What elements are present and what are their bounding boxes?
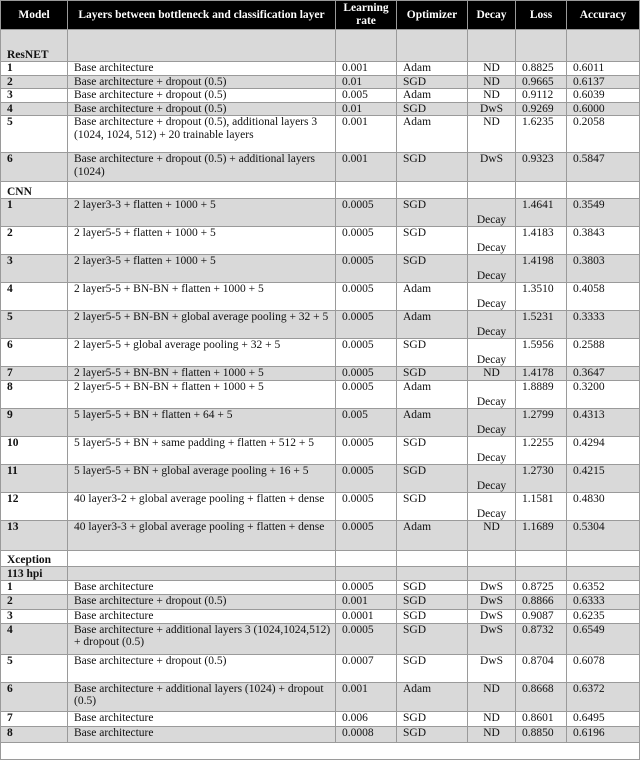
accuracy-cell: 0.3647 — [567, 367, 640, 381]
empty-cell — [397, 30, 468, 62]
layers-cell: Base architecture — [68, 581, 336, 595]
header-loss: Loss — [516, 1, 567, 30]
accuracy-cell: 0.6011 — [567, 62, 640, 76]
optimizer-cell: SGD — [397, 654, 468, 682]
optimizer-cell: SGD — [397, 102, 468, 116]
learning-rate-cell: 0.0001 — [336, 610, 397, 624]
empty-cell — [468, 30, 516, 62]
table-row — [1, 311, 640, 339]
decay-cell: DwS — [468, 153, 516, 182]
learning-rate-cell: 0.001 — [336, 116, 397, 153]
layers-cell: Base architecture — [68, 711, 336, 726]
accuracy-cell: 0.6196 — [567, 726, 640, 742]
decay-cell: Decay — [468, 381, 516, 409]
learning-rate-cell: 0.0005 — [336, 493, 397, 521]
loss-cell: 1.2255 — [516, 437, 567, 465]
layers-cell: Base architecture — [68, 62, 336, 76]
loss-cell: 0.8850 — [516, 726, 567, 742]
empty-cell — [397, 567, 468, 581]
accuracy-cell: 0.3803 — [567, 255, 640, 283]
empty-cell — [68, 567, 336, 581]
loss-cell: 0.8866 — [516, 595, 567, 610]
model-id-cell: 10 — [1, 437, 68, 465]
table-row — [1, 581, 640, 595]
header-decay: Decay — [468, 1, 516, 30]
table-row — [1, 711, 640, 726]
empty-cell — [468, 567, 516, 581]
model-id-cell: 2 — [1, 227, 68, 255]
optimizer-cell: SGD — [397, 437, 468, 465]
table-row — [1, 381, 640, 409]
layers-cell: Base architecture + dropout (0.5) — [68, 89, 336, 103]
accuracy-cell: 0.6137 — [567, 75, 640, 89]
model-id-cell: 3 — [1, 89, 68, 103]
decay-cell: Decay — [468, 283, 516, 311]
learning-rate-cell: 0.0005 — [336, 199, 397, 227]
header-row — [1, 1, 640, 30]
table-row — [1, 283, 640, 311]
decay-cell: DwS — [468, 581, 516, 595]
decay-cell: Decay — [468, 465, 516, 493]
optimizer-cell: SGD — [397, 711, 468, 726]
loss-cell: 1.1581 — [516, 493, 567, 521]
learning-rate-cell: 0.0005 — [336, 367, 397, 381]
empty-cell — [567, 567, 640, 581]
optimizer-cell: Adam — [397, 283, 468, 311]
table-row — [1, 255, 640, 283]
section-row — [1, 551, 640, 567]
loss-cell: 1.2799 — [516, 409, 567, 437]
layers-cell: 2 layer5-5 + BN-BN + flatten + 1000 + 5 — [68, 367, 336, 381]
accuracy-cell: 0.4830 — [567, 493, 640, 521]
loss-cell: 1.4641 — [516, 199, 567, 227]
empty-cell — [397, 551, 468, 567]
model-id-cell: 1 — [1, 581, 68, 595]
table-row — [1, 726, 640, 742]
empty-cell — [336, 30, 397, 62]
empty-cell — [336, 567, 397, 581]
optimizer-cell: SGD — [397, 610, 468, 624]
layers-cell: Base architecture + dropout (0.5) — [68, 75, 336, 89]
accuracy-cell: 0.3333 — [567, 311, 640, 339]
optimizer-cell: Adam — [397, 62, 468, 76]
layers-cell: Base architecture — [68, 610, 336, 624]
learning-rate-cell: 0.0005 — [336, 521, 397, 551]
accuracy-cell: 0.5304 — [567, 521, 640, 551]
loss-cell: 0.9269 — [516, 102, 567, 116]
loss-cell: 0.9665 — [516, 75, 567, 89]
section-title: ResNET — [1, 30, 68, 62]
empty-cell — [567, 551, 640, 567]
accuracy-cell: 0.2058 — [567, 116, 640, 153]
learning-rate-cell: 0.0005 — [336, 381, 397, 409]
accuracy-cell: 0.6333 — [567, 595, 640, 610]
optimizer-cell: Adam — [397, 116, 468, 153]
learning-rate-cell: 0.0005 — [336, 311, 397, 339]
optimizer-cell: SGD — [397, 255, 468, 283]
model-id-cell: 6 — [1, 339, 68, 367]
empty-cell — [468, 182, 516, 199]
layers-cell: 2 layer5-5 + global average pooling + 32 + 5 — [68, 339, 336, 367]
model-id-cell: 5 — [1, 654, 68, 682]
learning-rate-cell: 0.01 — [336, 102, 397, 116]
decay-cell: ND — [468, 62, 516, 76]
table-row — [1, 493, 640, 521]
header-optimizer: Optimizer — [397, 1, 468, 30]
model-id-cell: 6 — [1, 682, 68, 711]
learning-rate-cell: 0.0005 — [336, 465, 397, 493]
table-row — [1, 610, 640, 624]
table-row — [1, 409, 640, 437]
decay-cell: ND — [468, 116, 516, 153]
decay-cell: Decay — [468, 199, 516, 227]
table-row — [1, 367, 640, 381]
decay-cell: ND — [468, 682, 516, 711]
decay-cell: ND — [468, 711, 516, 726]
header-model: Model — [1, 1, 68, 30]
table-row — [1, 153, 640, 182]
loss-cell: 0.8704 — [516, 654, 567, 682]
loss-cell: 0.9112 — [516, 89, 567, 103]
learning-rate-cell: 0.0007 — [336, 654, 397, 682]
decay-cell: DwS — [468, 623, 516, 654]
loss-cell: 1.3510 — [516, 283, 567, 311]
loss-cell: 1.4183 — [516, 227, 567, 255]
layers-cell: 2 layer5-5 + BN-BN + flatten + 1000 + 5 — [68, 283, 336, 311]
learning-rate-cell: 0.001 — [336, 682, 397, 711]
model-id-cell: 5 — [1, 311, 68, 339]
loss-cell: 1.5956 — [516, 339, 567, 367]
optimizer-cell: SGD — [397, 493, 468, 521]
empty-cell — [336, 182, 397, 199]
table-row — [1, 102, 640, 116]
table-row — [1, 521, 640, 551]
learning-rate-cell: 0.0005 — [336, 623, 397, 654]
loss-cell: 0.8601 — [516, 711, 567, 726]
optimizer-cell: SGD — [397, 75, 468, 89]
optimizer-cell: SGD — [397, 227, 468, 255]
table-row — [1, 654, 640, 682]
empty-cell — [567, 182, 640, 199]
optimizer-cell: SGD — [397, 153, 468, 182]
optimizer-cell: Adam — [397, 89, 468, 103]
section-title: 113 hpi — [1, 567, 68, 581]
model-id-cell: 6 — [1, 153, 68, 182]
learning-rate-cell: 0.0005 — [336, 339, 397, 367]
model-id-cell: 13 — [1, 521, 68, 551]
layers-cell: Base architecture + additional layers 3 (1024,1024,512) + dropout (0.5) — [68, 623, 336, 654]
table-row — [1, 116, 640, 153]
loss-cell: 1.4198 — [516, 255, 567, 283]
optimizer-cell: SGD — [397, 581, 468, 595]
layers-cell: 2 layer3-5 + flatten + 1000 + 5 — [68, 255, 336, 283]
decay-cell: Decay — [468, 227, 516, 255]
optimizer-cell: Adam — [397, 381, 468, 409]
accuracy-cell: 0.4313 — [567, 409, 640, 437]
optimizer-cell: SGD — [397, 339, 468, 367]
header-learning-rate: Learning rate — [336, 1, 397, 30]
learning-rate-cell: 0.001 — [336, 153, 397, 182]
optimizer-cell: SGD — [397, 595, 468, 610]
learning-rate-cell: 0.0008 — [336, 726, 397, 742]
model-id-cell: 7 — [1, 711, 68, 726]
header-accuracy: Accuracy — [567, 1, 640, 30]
empty-cell — [1, 742, 640, 759]
layers-cell: 40 layer3-3 + global average pooling + flatten + dense — [68, 521, 336, 551]
loss-cell: 0.8668 — [516, 682, 567, 711]
section-title: Xception — [1, 551, 68, 567]
loss-cell: 1.4178 — [516, 367, 567, 381]
empty-cell — [68, 551, 336, 567]
accuracy-cell: 0.3549 — [567, 199, 640, 227]
optimizer-cell: Adam — [397, 409, 468, 437]
model-id-cell: 3 — [1, 255, 68, 283]
layers-cell: 2 layer5-5 + BN-BN + flatten + 1000 + 5 — [68, 381, 336, 409]
layers-cell: Base architecture + additional layers (1024) + dropout (0.5) — [68, 682, 336, 711]
layers-cell: Base architecture + dropout (0.5) — [68, 595, 336, 610]
accuracy-cell: 0.6495 — [567, 711, 640, 726]
accuracy-cell: 0.4294 — [567, 437, 640, 465]
optimizer-cell: SGD — [397, 465, 468, 493]
layers-cell: 2 layer5-5 + BN-BN + global average pooling + 32 + 5 — [68, 311, 336, 339]
table-row — [1, 623, 640, 654]
table-row — [1, 75, 640, 89]
accuracy-cell: 0.6000 — [567, 102, 640, 116]
accuracy-cell: 0.4058 — [567, 283, 640, 311]
loss-cell: 0.9087 — [516, 610, 567, 624]
empty-cell — [468, 551, 516, 567]
table-row — [1, 62, 640, 76]
accuracy-cell: 0.6235 — [567, 610, 640, 624]
accuracy-cell: 0.6039 — [567, 89, 640, 103]
loss-cell: 0.8825 — [516, 62, 567, 76]
model-id-cell: 4 — [1, 623, 68, 654]
decay-cell: DwS — [468, 654, 516, 682]
model-id-cell: 9 — [1, 409, 68, 437]
accuracy-cell: 0.3843 — [567, 227, 640, 255]
model-id-cell: 5 — [1, 116, 68, 153]
model-id-cell: 4 — [1, 283, 68, 311]
decay-cell: ND — [468, 726, 516, 742]
layers-cell: 2 layer5-5 + flatten + 1000 + 5 — [68, 227, 336, 255]
accuracy-cell: 0.4215 — [567, 465, 640, 493]
empty-cell — [336, 551, 397, 567]
decay-cell: ND — [468, 367, 516, 381]
decay-cell: ND — [468, 89, 516, 103]
layers-cell: Base architecture + dropout (0.5) — [68, 654, 336, 682]
learning-rate-cell: 0.0005 — [336, 227, 397, 255]
section-row — [1, 30, 640, 62]
layers-cell: 40 layer3-2 + global average pooling + flatten + dense — [68, 493, 336, 521]
layers-cell: Base architecture + dropout (0.5), additional layers 3 (1024, 1024, 512) + 20 trainable layers — [68, 116, 336, 153]
model-id-cell: 2 — [1, 595, 68, 610]
decay-cell: ND — [468, 521, 516, 551]
decay-cell: Decay — [468, 409, 516, 437]
empty-cell — [397, 182, 468, 199]
learning-rate-cell: 0.0005 — [336, 437, 397, 465]
decay-cell: Decay — [468, 437, 516, 465]
learning-rate-cell: 0.0005 — [336, 581, 397, 595]
empty-cell — [516, 30, 567, 62]
accuracy-cell: 0.2588 — [567, 339, 640, 367]
layers-cell: 5 layer5-5 + BN + global average pooling + 16 + 5 — [68, 465, 336, 493]
learning-rate-cell: 0.005 — [336, 409, 397, 437]
learning-rate-cell: 0.001 — [336, 595, 397, 610]
model-id-cell: 1 — [1, 199, 68, 227]
layers-cell: 5 layer5-5 + BN + same padding + flatten + 512 + 5 — [68, 437, 336, 465]
accuracy-cell: 0.3200 — [567, 381, 640, 409]
decay-cell: Decay — [468, 493, 516, 521]
loss-cell: 0.8732 — [516, 623, 567, 654]
accuracy-cell: 0.6352 — [567, 581, 640, 595]
layers-cell: Base architecture + dropout (0.5) + additional layers (1024) — [68, 153, 336, 182]
learning-rate-cell: 0.0005 — [336, 283, 397, 311]
learning-rate-cell: 0.001 — [336, 62, 397, 76]
decay-cell: Decay — [468, 255, 516, 283]
learning-rate-cell: 0.01 — [336, 75, 397, 89]
optimizer-cell: Adam — [397, 521, 468, 551]
optimizer-cell: Adam — [397, 311, 468, 339]
optimizer-cell: SGD — [397, 367, 468, 381]
accuracy-cell: 0.6549 — [567, 623, 640, 654]
optimizer-cell: SGD — [397, 623, 468, 654]
header-layers: Layers between bottleneck and classification layer — [68, 1, 336, 30]
empty-cell — [68, 30, 336, 62]
optimizer-cell: SGD — [397, 726, 468, 742]
loss-cell: 1.5231 — [516, 311, 567, 339]
layers-cell: 2 layer3-3 + flatten + 1000 + 5 — [68, 199, 336, 227]
empty-footer-row — [1, 742, 640, 759]
learning-rate-cell: 0.006 — [336, 711, 397, 726]
empty-cell — [68, 182, 336, 199]
empty-cell — [516, 551, 567, 567]
optimizer-cell: Adam — [397, 682, 468, 711]
model-id-cell: 3 — [1, 610, 68, 624]
table-row — [1, 339, 640, 367]
model-id-cell: 8 — [1, 381, 68, 409]
table-row — [1, 199, 640, 227]
empty-cell — [516, 567, 567, 581]
empty-cell — [516, 182, 567, 199]
loss-cell: 0.8725 — [516, 581, 567, 595]
optimizer-cell: SGD — [397, 199, 468, 227]
accuracy-cell: 0.6078 — [567, 654, 640, 682]
loss-cell: 1.2730 — [516, 465, 567, 493]
decay-cell: DwS — [468, 595, 516, 610]
accuracy-cell: 0.5847 — [567, 153, 640, 182]
model-id-cell: 12 — [1, 493, 68, 521]
model-id-cell: 11 — [1, 465, 68, 493]
decay-cell: DwS — [468, 102, 516, 116]
section-row — [1, 567, 640, 581]
layers-cell: Base architecture + dropout (0.5) — [68, 102, 336, 116]
decay-cell: Decay — [468, 311, 516, 339]
empty-cell — [567, 30, 640, 62]
layers-cell: 5 layer5-5 + BN + flatten + 64 + 5 — [68, 409, 336, 437]
layers-cell: Base architecture — [68, 726, 336, 742]
accuracy-cell: 0.6372 — [567, 682, 640, 711]
section-title: CNN — [1, 182, 68, 199]
model-id-cell: 8 — [1, 726, 68, 742]
model-id-cell: 2 — [1, 75, 68, 89]
decay-cell: ND — [468, 75, 516, 89]
table-row — [1, 682, 640, 711]
model-id-cell: 7 — [1, 367, 68, 381]
decay-cell: DwS — [468, 610, 516, 624]
model-id-cell: 1 — [1, 62, 68, 76]
learning-rate-cell: 0.0005 — [336, 255, 397, 283]
loss-cell: 1.8889 — [516, 381, 567, 409]
learning-rate-cell: 0.005 — [336, 89, 397, 103]
table-row — [1, 595, 640, 610]
table-row — [1, 89, 640, 103]
model-id-cell: 4 — [1, 102, 68, 116]
table-row — [1, 227, 640, 255]
decay-cell: Decay — [468, 339, 516, 367]
loss-cell: 0.9323 — [516, 153, 567, 182]
loss-cell: 1.6235 — [516, 116, 567, 153]
section-row — [1, 182, 640, 199]
loss-cell: 1.1689 — [516, 521, 567, 551]
table-row — [1, 437, 640, 465]
table-row — [1, 465, 640, 493]
